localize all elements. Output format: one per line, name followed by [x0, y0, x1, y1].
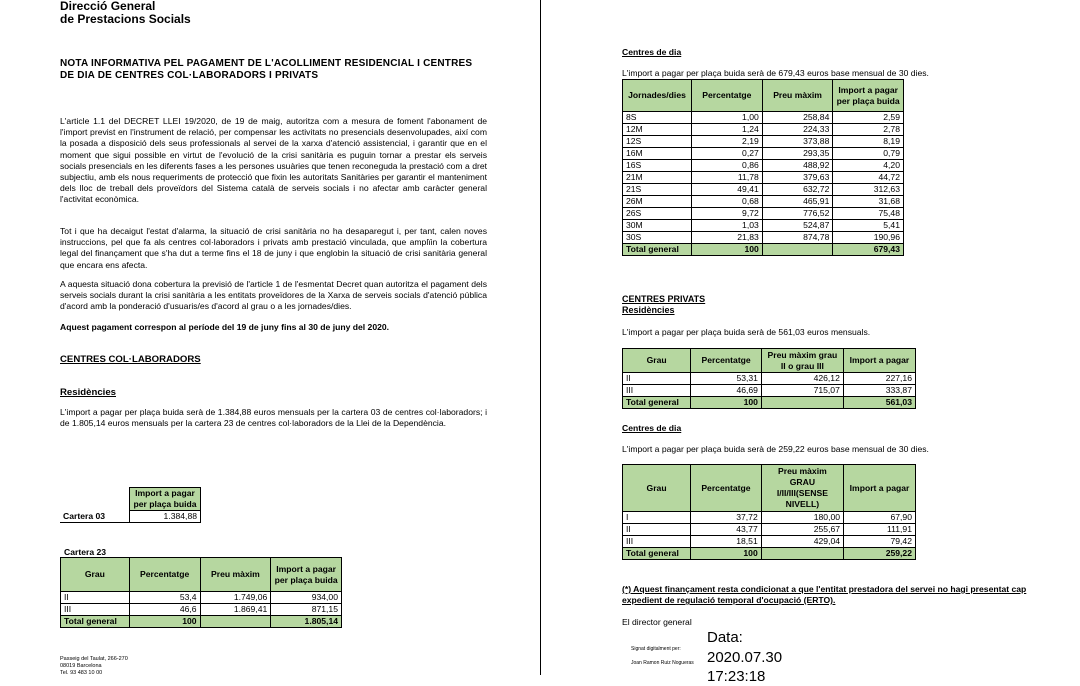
table-cell: 44,72	[833, 172, 904, 184]
table-cell: 30S	[623, 232, 692, 244]
table-row	[623, 136, 904, 148]
table-cell	[200, 616, 271, 628]
table-cell: III	[623, 536, 691, 548]
department-name	[60, 0, 191, 26]
paragraph-2: Tot i que ha decaigut l'estat d'alarma, la situació de crisi sanitària no ha desaparegut i, per tant, calen noves instruccions, pel que fa als centres col·laboradors i privats amb prestació vinculada, que amplïin la cobertura legal del finançament que s'ha dut a terme fins el 18 de juny i que englobin la situació de crisi sanitària general que encara ens afecta.	[60, 226, 487, 270]
table-cell: 1,00	[691, 112, 762, 124]
cdd2-header-percentatge: Percentatge	[691, 465, 762, 512]
table-cell: 8,19	[833, 136, 904, 148]
table-cell: 312,63	[833, 184, 904, 196]
table-cell: 524,87	[762, 220, 833, 232]
table-cell: Total general	[623, 244, 692, 256]
table-cell: 632,72	[762, 184, 833, 196]
table-cell: 0,86	[691, 160, 762, 172]
table-cell	[761, 548, 843, 560]
privats-text: L'import a pagar per plaça buida serà de 561,03 euros mensuals.	[622, 327, 871, 337]
table-cell	[761, 397, 843, 409]
table-cell: 0,27	[691, 148, 762, 160]
table-cell: 426,12	[761, 373, 843, 385]
table-cell: 26M	[623, 196, 692, 208]
table-cell: III	[61, 604, 130, 616]
table-cell: 16M	[623, 148, 692, 160]
table-cell: 49,41	[691, 184, 762, 196]
table-cell: 1,03	[691, 220, 762, 232]
cdd1-header-percentatge: Percentatge	[691, 80, 762, 112]
table-cell: 4,20	[833, 160, 904, 172]
cdd2-header-preu: Preu màxim GRAU I/II/III(SENSE NIVELL)	[761, 465, 843, 512]
subsection-residencies: Residències	[60, 387, 116, 398]
document-title	[60, 58, 490, 82]
table-row	[623, 373, 916, 385]
table-cell: I	[623, 512, 691, 524]
table-cell: III	[623, 385, 691, 397]
table-cell: Total general	[61, 616, 130, 628]
table-row	[623, 124, 904, 136]
table-cell: 373,88	[762, 136, 833, 148]
table-cell: 465,91	[762, 196, 833, 208]
table-row	[623, 524, 916, 536]
table-cell: 1.869,41	[200, 604, 271, 616]
table-cell: 2,78	[833, 124, 904, 136]
table-cell: 776,52	[762, 208, 833, 220]
table-row	[61, 592, 342, 604]
paragraph-3: A aquesta situació dona cobertura la previsió de l'article 1 de l'esmentat Decret quan autoritza el pagament dels serveis socials durant la crisi sanitària a les entitats proveïdores de la Xarxa de serveis socials d'atenció pública d'acord amb la ponderació d'usuaris/es d'acord al grau o a les jornades/dies.	[60, 279, 487, 312]
table-cell: 180,00	[761, 512, 843, 524]
table-cell: 53,31	[691, 373, 762, 385]
cartera-03-header: Import a pagar per plaça buida	[130, 488, 201, 511]
table-cell: 43,77	[691, 524, 762, 536]
table-cell: 37,72	[691, 512, 762, 524]
table-cell: 21M	[623, 172, 692, 184]
table-row	[623, 512, 916, 524]
payment-period: Aquest pagament correspon al període del 19 de juny fins al 30 de juny del 2020.	[60, 322, 390, 332]
cdd1-header-import: Import a pagar per plaça buida	[833, 80, 904, 112]
table-cell: 26S	[623, 208, 692, 220]
table-total-row	[623, 397, 916, 409]
table-cell: 0,79	[833, 148, 904, 160]
cartera-03-table	[60, 487, 201, 523]
director-label: El director general	[622, 617, 692, 627]
table-cell: 1.805,14	[271, 616, 342, 628]
table-cell: 100	[129, 616, 200, 628]
table-cell: 53,4	[129, 592, 200, 604]
signature-name: Joan Ramon Ruiz Nogueras	[631, 660, 694, 666]
table-cell: 46,69	[691, 385, 762, 397]
table-cell: 934,00	[271, 592, 342, 604]
table-cell: 1,24	[691, 124, 762, 136]
c23-header-import: Import a pagar per plaça buida	[271, 558, 342, 592]
table-cell: 258,84	[762, 112, 833, 124]
signature-label: Signat digitalment per:	[631, 646, 681, 652]
table-cell: 79,42	[844, 536, 916, 548]
table-cell: 227,16	[843, 373, 915, 385]
table-cell: 100	[691, 397, 762, 409]
cdd2-header-grau: Grau	[623, 465, 691, 512]
table-cell: 333,87	[843, 385, 915, 397]
table-total-row	[61, 616, 342, 628]
table-total-row	[623, 548, 916, 560]
table-cell: 379,63	[762, 172, 833, 184]
table-row	[61, 604, 342, 616]
table-cell: 12M	[623, 124, 692, 136]
table-row	[623, 160, 904, 172]
priv-header-percentatge: Percentatge	[691, 349, 762, 373]
centres-de-dia-2-heading: Centres de dia	[622, 423, 682, 433]
table-cell: 871,15	[271, 604, 342, 616]
centres-de-dia-table	[622, 79, 904, 256]
table-cell: 11,78	[691, 172, 762, 184]
title-line2: DE DIA DE CENTRES COL·LABORADORS I PRIVATS	[60, 70, 319, 81]
table-cell: 293,35	[762, 148, 833, 160]
privats-residencies: Residències	[622, 305, 675, 315]
table-cell: 100	[691, 244, 762, 256]
priv-header-grau: Grau	[623, 349, 691, 373]
table-cell: 75,48	[833, 208, 904, 220]
cdd1-header-jornades: Jornades/dies	[623, 80, 692, 112]
centres-de-dia-2-text: L'import a pagar per plaça buida serà de 259,22 euros base mensual de 30 dies.	[622, 444, 929, 454]
paragraph-1: L'article 1.1 del DECRET LLEI 19/2020, de 19 de maig, autoritza com a mesura de foment l'abonament de l'import previst en l'instrument de relació, per compensar les activitats no presencials desenvolupades, així com la posada a disposició dels seus professionals al servei de la xarxa d'atenció assistencial, i garantir que en el moment que sigui possible en virtut de l'evolució de la crisi sanitària es puguin tornar a prestar els serveis socials presencials en les diferents fases a les persones usuàries que tenen reconeguda la prestació com a dret subjectiu, amb els nous requeriments de protecció que fixin les autoritats Sanitàries per garantir el manteniment dels lloc de treball dels proveïdors del Sistema català de serveis socials i no afectar amb caràcter general l'activitat econòmica.	[60, 116, 487, 205]
table-cell: 1.749,06	[200, 592, 271, 604]
table-cell: II	[61, 592, 130, 604]
table-row	[623, 148, 904, 160]
signature-date: 2020.07.30	[707, 649, 783, 666]
table-cell: 2,19	[691, 136, 762, 148]
table-cell: 874,78	[762, 232, 833, 244]
c23-header-preu: Preu màxim	[200, 558, 271, 592]
cartera-03-value: 1.384,88	[130, 511, 201, 523]
cartera-23-label: Cartera 23	[64, 547, 107, 557]
table-cell: 2,59	[833, 112, 904, 124]
table-row	[623, 220, 904, 232]
centres-de-dia-heading: Centres de dia	[622, 47, 682, 57]
department-line2: de Prestacions Socials	[60, 12, 191, 26]
priv-header-import: Import a pagar	[843, 349, 915, 373]
table-cell: 12S	[623, 136, 692, 148]
cdd1-header-preu: Preu màxim	[762, 80, 833, 112]
table-cell: II	[623, 373, 691, 385]
table-cell: 488,92	[762, 160, 833, 172]
table-row	[623, 196, 904, 208]
footer-address	[60, 656, 128, 677]
table-cell: Total general	[623, 397, 691, 409]
table-cell: 46,6	[129, 604, 200, 616]
table-cell: 21,83	[691, 232, 762, 244]
table-total-row	[623, 244, 904, 256]
table-row	[623, 172, 904, 184]
footer-line3: Tel. 93 483 10 00	[60, 670, 103, 676]
table-cell: 0,68	[691, 196, 762, 208]
table-cell: 9,72	[691, 208, 762, 220]
table-cell: 100	[691, 548, 762, 560]
table-cell: 18,51	[691, 536, 762, 548]
table-cell: 255,67	[761, 524, 843, 536]
c23-header-grau: Grau	[61, 558, 130, 592]
table-cell: 190,96	[833, 232, 904, 244]
table-cell: 679,43	[833, 244, 904, 256]
table-cell: 561,03	[843, 397, 915, 409]
table-cell: II	[623, 524, 691, 536]
department-line1: Direcció General	[60, 0, 156, 13]
table-cell	[762, 244, 833, 256]
cartera-03-label: Cartera 03	[60, 511, 130, 523]
centres-de-dia-2-table	[622, 464, 916, 560]
table-cell: Total general	[623, 548, 691, 560]
table-cell: 429,04	[761, 536, 843, 548]
table-row	[623, 385, 916, 397]
table-row	[623, 536, 916, 548]
cartera-23-table	[60, 557, 342, 628]
residencies-text: L'import a pagar per plaça buida serà de 1.384,88 euros mensuals per la cartera 03 de centres col·laboradors; i de 1.805,14 euros mensuals per la cartera 23 de centres col·laboradors de la Llei de la Dependència.	[60, 407, 487, 429]
table-cell: 259,22	[844, 548, 916, 560]
priv-header-preu: Preu màxim grau II o grau III	[761, 349, 843, 373]
signature-data-label: Data:	[707, 629, 743, 646]
page-divider	[540, 0, 541, 675]
footer-line1: Passeig del Taulat, 266-270	[60, 656, 128, 662]
section-centres-privats: CENTRES PRIVATS	[622, 294, 706, 304]
table-cell: 8S	[623, 112, 692, 124]
erto-note: (*) Aquest finançament resta condicionat a que l'entitat prestadora del servei no hagi presentat cap expedient de regulació temporal d'ocupació (ERTO).	[622, 584, 1027, 606]
section-centres-col-laboradors: CENTRES COL·LABORADORS	[60, 354, 201, 365]
title-line1: NOTA INFORMATIVA PEL PAGAMENT DE L'ACOLLIMENT RESIDENCIAL I CENTRES	[60, 58, 473, 69]
table-cell: 67,90	[844, 512, 916, 524]
privats-table	[622, 348, 916, 409]
table-row	[623, 184, 904, 196]
table-cell: 21S	[623, 184, 692, 196]
table-cell: 5,41	[833, 220, 904, 232]
table-cell: 31,68	[833, 196, 904, 208]
table-cell: 30M	[623, 220, 692, 232]
table-cell: 224,33	[762, 124, 833, 136]
cdd2-header-import: Import a pagar	[844, 465, 916, 512]
table-cell: 715,07	[761, 385, 843, 397]
table-cell: 111,91	[844, 524, 916, 536]
table-row	[623, 232, 904, 244]
signature-time: 17:23:18	[707, 668, 766, 685]
footer-line2: 08019 Barcelona	[60, 663, 102, 669]
centres-de-dia-text: L'import a pagar per plaça buida serà de 679,43 euros base mensual de 30 dies.	[622, 68, 929, 78]
table-row	[623, 208, 904, 220]
table-cell: 16S	[623, 160, 692, 172]
table-row	[623, 112, 904, 124]
c23-header-percentatge: Percentatge	[129, 558, 200, 592]
